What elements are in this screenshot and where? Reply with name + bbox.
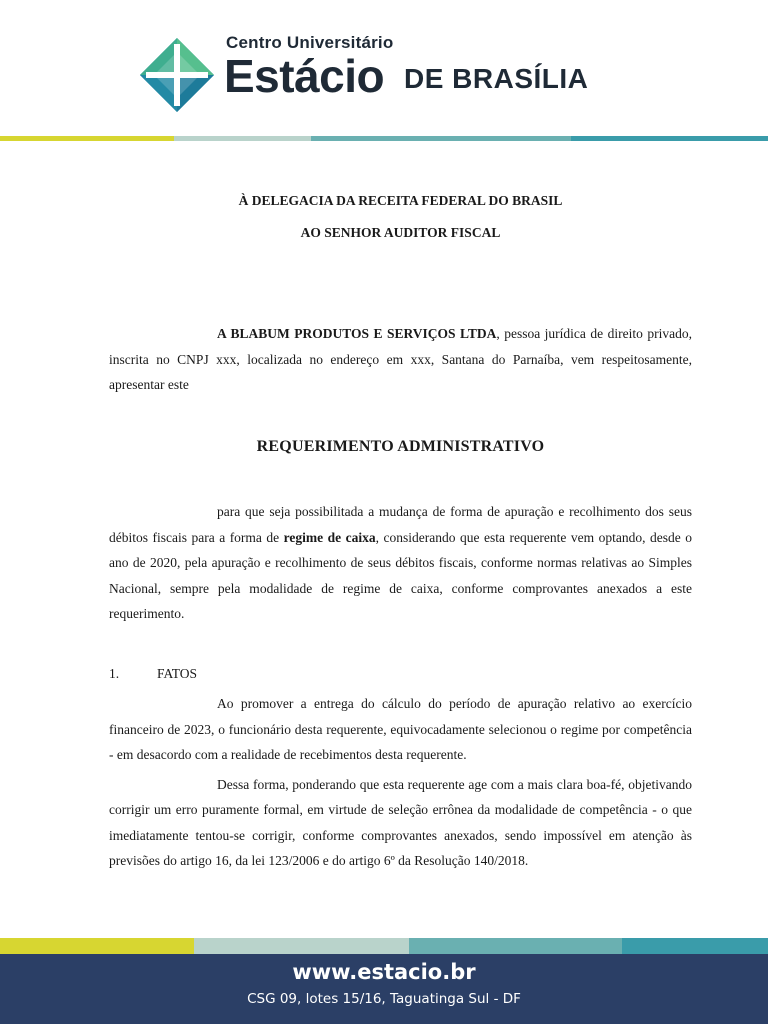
request-text-before: para que seja possibilitada a mudança de forma de apuração e recolhimento dos seus débitos fiscais para a forma de xyxy=(109,504,692,545)
footer-address: CSG 09, lotes 15/16, Taguatinga Sul - DF xyxy=(247,991,521,1007)
footer-url: www.estacio.br xyxy=(292,960,476,984)
section-number: 1. xyxy=(109,666,120,681)
letterhead xyxy=(0,0,768,140)
intro-text: , pessoa jurídica de direito privado, inscrita no CNPJ xxx, localizada no endereço em xxx, Santana do Parnaíba, vem respeitosamente, apresentar este xyxy=(109,326,692,392)
facts-paragraph-1: Ao promover a entrega do cálculo do período de apuração relativo ao exercício financeiro de 2023, o funcionário desta requerente, equivocadamente selecionou o regime por competência - em desacordo com a realidade de recebimentos desta requerente. xyxy=(109,696,692,762)
section-heading xyxy=(109,666,197,682)
document-title: REQUERIMENTO ADMINISTRATIVO xyxy=(256,438,545,455)
header-color-stripe xyxy=(0,136,768,141)
footer-bar xyxy=(0,954,768,1024)
intro-paragraph xyxy=(109,321,692,398)
request-text-after: , considerando que esta requerente vem optando, desde o ano de 2020, pela apuração e recolhimento de seus débitos fiscais, conforme normas relativas ao Simples Nacional, sempre pela modalidade de regime de caixa, conforme comprovantes anexados a este requerimento. xyxy=(109,529,692,621)
request-bold: regime de caixa xyxy=(283,529,376,545)
request-paragraph xyxy=(109,499,692,627)
addressee-line-1: À DELEGACIA DA RECEITA FEDERAL DO BRASIL xyxy=(238,193,563,208)
footer-color-stripe xyxy=(0,938,768,954)
brand-name: Estácio xyxy=(224,50,385,102)
brand-caption: Centro Universitário xyxy=(226,33,394,52)
company-name: A BLABUM PRODUTOS E SERVIÇOS LTDA xyxy=(217,326,497,341)
estacio-logo-icon xyxy=(140,38,214,112)
section-title: FATOS xyxy=(157,666,198,681)
facts-paragraphs xyxy=(109,691,692,874)
addressee-line-2: AO SENHOR AUDITOR FISCAL xyxy=(300,225,501,240)
facts-paragraph-2: Dessa forma, ponderando que esta requerente age com a mais clara boa-fé, objetivando corrigir um erro puramente formal, em virtude de seleção errônea da modalidade de competência - o que imediatamente tentou-se corrigir, conforme comprovantes anexados, sendo impossível em atenção às previsões do artigo 16, da lei 123/2006 e do artigo 6º da Resolução 140/2018. xyxy=(109,776,692,868)
brand-location: DE BRASÍLIA xyxy=(404,63,589,94)
